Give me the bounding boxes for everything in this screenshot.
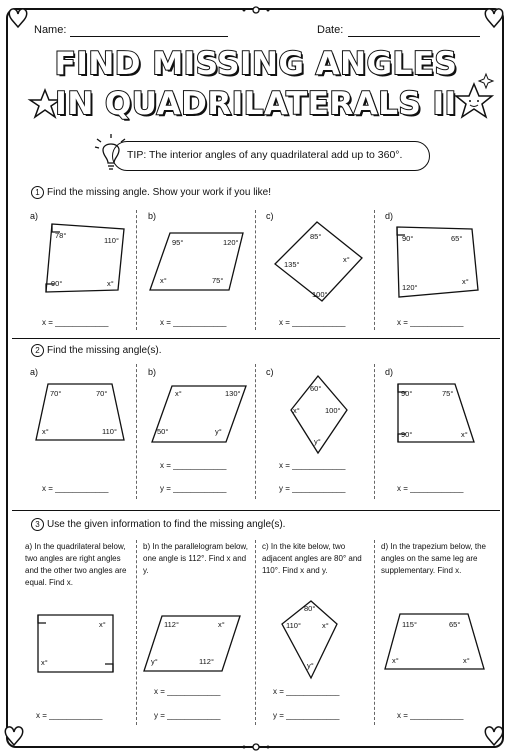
angle-1a-2: 90°: [51, 279, 63, 288]
angle-3c-1: 110°: [286, 621, 301, 630]
answer-1d[interactable]: x = ____________: [397, 318, 464, 327]
angle-1b-3: 75°: [212, 276, 224, 285]
angle-1b-0: 95°: [172, 238, 184, 247]
angle-3c-3: y°: [307, 661, 314, 670]
item-3c-text: In the kite below, two adjacent angles are 80° and 110°. Find x and y.: [262, 542, 362, 575]
angle-1d-1: 65°: [451, 234, 463, 243]
angle-2d-0: 90°: [401, 389, 413, 398]
angle-2a-1: 70°: [96, 389, 108, 398]
title-line-2: IN QUADRILATERALS II: [55, 86, 457, 122]
angle-3d-2: x°: [392, 656, 399, 665]
answer-2b-x[interactable]: x = ____________: [160, 461, 227, 470]
angle-2d-2: 90°: [401, 430, 413, 439]
item-3b-letter: b): [143, 542, 151, 551]
answer-2c-y[interactable]: y = ____________: [279, 484, 346, 493]
answer-1b[interactable]: x = ____________: [160, 318, 227, 327]
answer-3b-x[interactable]: x = ____________: [154, 687, 221, 696]
angle-3c-2: x°: [322, 621, 329, 630]
item-3b-text: In the parallelogram below, one angle is 112°. Find x and y.: [143, 542, 248, 575]
angle-1d-0: 90°: [402, 234, 414, 243]
angle-1a-3: x°: [107, 279, 114, 288]
angle-3d-1: 65°: [449, 620, 461, 629]
item-1d-letter: d): [385, 211, 394, 221]
answer-1c[interactable]: x = ____________: [279, 318, 346, 327]
angle-3b-1: x°: [218, 620, 225, 629]
angle-2a-2: x°: [42, 427, 49, 436]
item-2c-letter: c): [266, 367, 274, 377]
answer-3a[interactable]: x = ____________: [36, 711, 103, 720]
angle-1b-2: x°: [160, 276, 167, 285]
angle-2b-3: y°: [215, 427, 222, 436]
angle-2b-2: 50°: [157, 427, 169, 436]
angle-1c-1: 135°: [284, 260, 300, 269]
angle-3d-0: 115°: [402, 620, 417, 629]
angle-2c-2: 100°: [325, 406, 341, 415]
section-number: 1: [31, 186, 44, 199]
angle-3a-0: x°: [99, 620, 106, 629]
item-3d-text: In the trapezium below, the angles on the same leg are supplementary. Find x.: [381, 542, 486, 575]
angle-3a-1: x°: [41, 658, 48, 667]
item-1b-letter: b): [148, 211, 157, 221]
angle-3b-3: 112°: [199, 657, 214, 666]
answer-3d[interactable]: x = ____________: [397, 711, 464, 720]
angle-3b-2: y°: [151, 657, 158, 666]
angle-1b-1: 120°: [223, 238, 239, 247]
answer-2a[interactable]: x = ____________: [42, 484, 109, 493]
angle-3d-3: x°: [463, 656, 470, 665]
angle-1c-2: x°: [343, 255, 350, 264]
tip-box: TIP: The interior angles of any quadrilateral add up to 360°.: [112, 141, 430, 171]
angle-2c-0: 60°: [310, 384, 322, 393]
answer-2d[interactable]: x = ____________: [397, 484, 464, 493]
item-2a-letter: a): [30, 367, 39, 377]
item-1a-letter: a): [30, 211, 39, 221]
section-number: 2: [31, 344, 44, 357]
angle-1a-0: 78°: [55, 231, 67, 240]
angle-3b-0: 112°: [164, 620, 179, 629]
angle-1a-1: 110°: [104, 236, 119, 245]
angle-2c-3: y°: [314, 437, 321, 446]
angle-2b-1: 130°: [225, 389, 241, 398]
angle-2a-0: 70°: [50, 389, 62, 398]
answer-2c-x[interactable]: x = ____________: [279, 461, 346, 470]
item-2d-letter: d): [385, 367, 394, 377]
item-3a-letter: a): [25, 542, 33, 551]
angle-2b-0: x°: [175, 389, 182, 398]
angle-1d-2: 120°: [402, 283, 418, 292]
name-label: Name:: [34, 24, 67, 36]
angle-3c-0: 80°: [304, 604, 316, 613]
answer-1a[interactable]: x = ____________: [42, 318, 109, 327]
item-1c-letter: c): [266, 211, 274, 221]
item-3a-text: In the quadrilateral below, two angles are right angles and the other two angles are equal. Find x.: [25, 542, 127, 587]
angle-1c-3: 100°: [312, 290, 328, 299]
answer-3b-y[interactable]: y = ____________: [154, 711, 221, 720]
angle-1c-0: 85°: [310, 232, 322, 241]
section-number: 3: [31, 518, 44, 531]
answer-3c-x[interactable]: x = ____________: [273, 687, 340, 696]
angle-2d-1: 75°: [442, 389, 454, 398]
date-label: Date:: [317, 24, 344, 36]
section-title: Find the missing angle(s).: [47, 345, 162, 357]
angle-2d-3: x°: [461, 430, 468, 439]
angle-2c-1: x°: [293, 406, 300, 415]
angle-2a-3: 110°: [102, 427, 117, 436]
title-line-1: FIND MISSING ANGLES: [54, 46, 458, 82]
shape-3b: [144, 616, 240, 671]
section-title: Use the given information to find the missing angle(s).: [47, 519, 286, 531]
section-title: Find the missing angle. Show your work if you like!: [47, 187, 271, 199]
item-3c-letter: c): [262, 542, 269, 551]
item-3d-letter: d): [381, 542, 389, 551]
answer-2b-y[interactable]: y = ____________: [160, 484, 227, 493]
item-2b-letter: b): [148, 367, 157, 377]
angle-1d-3: x°: [462, 277, 469, 286]
answer-3c-y[interactable]: y = ____________: [273, 711, 340, 720]
